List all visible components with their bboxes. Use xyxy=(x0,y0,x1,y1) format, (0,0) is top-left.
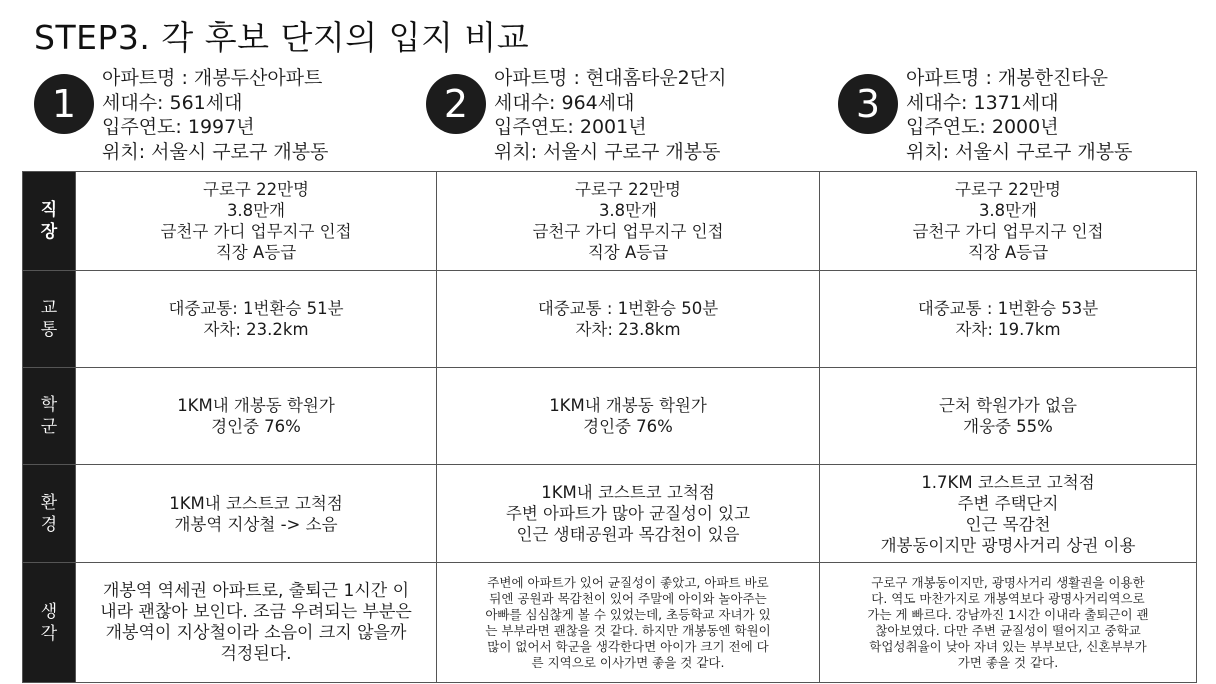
cell-line: 주변 아파트가 많아 균질성이 있고 xyxy=(505,504,751,523)
row-header-char: 장 xyxy=(40,222,58,242)
cell-line: 개봉역 지상철 -> 소음 xyxy=(174,514,338,534)
row-header-char: 교 xyxy=(40,298,58,318)
row-header-transport xyxy=(23,271,76,368)
row-header-thoughts xyxy=(23,563,76,683)
cell-line: 직장 A등급 xyxy=(967,243,1049,262)
cell-line: 1KM내 코스트코 고척점 xyxy=(169,493,343,513)
table-cell xyxy=(76,271,437,368)
cell-line: 금천구 가디 업무지구 인접 xyxy=(160,222,352,241)
row-header-char: 생 xyxy=(40,601,58,622)
household-count: 세대수: 1371세대 xyxy=(906,91,1059,114)
table-cell xyxy=(76,172,437,271)
cell-line: 가는 게 빠르다. 강남까진 1시간 이내라 출퇴근이 괜 xyxy=(867,606,1149,622)
move-in-year: 입주연도: 2001년 xyxy=(494,116,647,138)
cell-line: 직장 A등급 xyxy=(587,243,669,262)
cell-line: 자차: 23.8km xyxy=(575,320,681,339)
cell-line: 다. 역도 마찬가지로 개봉역보다 광명사거리역으로 xyxy=(871,590,1145,606)
number-badge-2: 2 xyxy=(426,74,486,134)
row-header-char: 직 xyxy=(40,200,58,220)
cell-line: 1.7KM 코스트코 고척점 xyxy=(921,472,1095,492)
table-row-school xyxy=(23,368,1197,465)
cell-line: 경인중 76% xyxy=(583,417,673,436)
cell-line: 직장 A등급 xyxy=(215,243,297,262)
cell-line: 3.8만개 xyxy=(978,201,1038,220)
cell-line: 개웅중 55% xyxy=(963,417,1053,436)
cell-line: 대중교통 : 1번환승 53분 xyxy=(917,299,1099,318)
comparison-table xyxy=(22,171,1197,683)
cell-line: 3.8만개 xyxy=(598,201,658,220)
cell-line: 른 지역으로 이사가면 좋을 것 같다. xyxy=(531,654,725,670)
household-count: 세대수: 561세대 xyxy=(102,91,243,114)
location: 위치: 서울시 구로구 개봉동 xyxy=(102,140,329,163)
number-badge-3: 3 xyxy=(838,74,898,134)
cell-line: 주변에 아파트가 있어 균질성이 좋았고, 아파트 바로 xyxy=(487,574,769,590)
cell-line: 인근 생태공원과 목감천이 있음 xyxy=(516,525,740,544)
cell-line: 자차: 19.7km xyxy=(955,320,1061,339)
household-count: 세대수: 964세대 xyxy=(494,91,635,114)
table-cell xyxy=(76,465,437,563)
table-cell xyxy=(437,465,820,563)
table-row-environment xyxy=(23,465,1197,563)
cell-line: 구로구 22만명 xyxy=(575,180,681,199)
cell-line: 개봉역이 지상철이라 소음이 크지 않을까 xyxy=(105,622,407,643)
cell-line: 개봉역 역세권 아파트로, 출퇴근 1시간 이 xyxy=(103,580,409,601)
table-cell xyxy=(76,563,437,683)
number-badge-1: 1 xyxy=(34,74,94,134)
table-cell xyxy=(820,172,1197,271)
table-cell xyxy=(437,172,820,271)
cell-line: 구로구 22만명 xyxy=(203,180,309,199)
cell-line: 대중교통 : 1번환승 50분 xyxy=(537,299,719,318)
row-header-char: 군 xyxy=(40,417,58,437)
cell-line: 경인중 76% xyxy=(211,417,301,436)
row-header-char: 환 xyxy=(40,492,58,513)
row-header-char: 각 xyxy=(40,623,58,644)
cell-line: 아빠를 심심찮게 볼 수 있었는데, 초등학교 자녀가 있 xyxy=(485,606,771,622)
cell-line: 3.8만개 xyxy=(226,201,286,220)
move-in-year: 입주연도: 2000년 xyxy=(906,116,1059,138)
cell-line: 구로구 개봉동이지만, 광명사거리 생활권을 이용한 xyxy=(871,574,1145,590)
row-header-char: 학 xyxy=(40,395,58,415)
row-header-environment xyxy=(23,465,76,563)
cell-line: 1KM내 개봉동 학원가 xyxy=(549,396,707,415)
location: 위치: 서울시 구로구 개봉동 xyxy=(494,140,721,163)
table-cell xyxy=(76,368,437,465)
cell-line: 많이 없어서 학군을 생각한다면 아이가 크기 전에 다 xyxy=(487,638,769,654)
cell-line: 구로구 22만명 xyxy=(955,180,1061,199)
row-header-char: 경 xyxy=(40,514,58,535)
cell-line: 찮아보였다. 다만 주변 균질성이 떨어지고 중학교 xyxy=(875,622,1141,638)
cell-line: 내라 괜찮아 보인다. 조금 우려되는 부분은 xyxy=(100,601,412,622)
table-cell xyxy=(820,271,1197,368)
table-cell xyxy=(820,465,1197,563)
table-cell xyxy=(820,563,1197,683)
cell-line: 걱정된다. xyxy=(220,643,292,664)
cell-line: 1KM내 개봉동 학원가 xyxy=(177,396,335,415)
apartment-name: 아파트명 : 현대홈타운2단지 xyxy=(494,67,727,89)
cell-line: 대중교통: 1번환승 51분 xyxy=(168,299,344,318)
table-cell xyxy=(820,368,1197,465)
cell-line: 개봉동이지만 광명사거리 상권 이용 xyxy=(880,535,1136,555)
apartment-name: 아파트명 : 개봉두산아파트 xyxy=(102,67,323,89)
cell-line: 인근 목감천 xyxy=(965,514,1051,534)
cell-line: 자차: 23.2km xyxy=(203,320,309,339)
cell-line: 금천구 가디 업무지구 인접 xyxy=(532,222,724,241)
cell-line: 근처 학원가가 없음 xyxy=(938,396,1077,415)
cell-line: 뒤엔 공원과 목감천이 있어 주말에 아이와 놀아주는 xyxy=(489,590,767,606)
table-cell xyxy=(437,271,820,368)
table-row-thoughts xyxy=(23,563,1197,683)
move-in-year: 입주연도: 1997년 xyxy=(102,116,255,138)
row-header-char: 통 xyxy=(40,320,58,340)
row-header-school xyxy=(23,368,76,465)
row-header-work xyxy=(23,172,76,271)
table-cell xyxy=(437,368,820,465)
table-row-work xyxy=(23,172,1197,271)
cell-line: 학업성취율이 낮아 자녀 있는 부부보단, 신혼부부가 xyxy=(869,638,1147,654)
apartment-name: 아파트명 : 개봉한진타운 xyxy=(906,67,1109,89)
cell-line: 1KM내 코스트코 고척점 xyxy=(541,483,715,502)
cell-line: 가면 좋을 것 같다. xyxy=(957,654,1059,670)
location: 위치: 서울시 구로구 개봉동 xyxy=(906,140,1133,163)
cell-line: 는 부부라면 괜찮을 것 같다. 하지만 개봉동엔 학원이 xyxy=(485,622,771,638)
table-row-transport xyxy=(23,271,1197,368)
page-title: STEP3. 각 후보 단지의 입지 비교 xyxy=(34,18,530,57)
cell-line: 주변 주택단지 xyxy=(957,493,1059,513)
cell-line: 금천구 가디 업무지구 인접 xyxy=(912,222,1104,241)
table-cell xyxy=(437,563,820,683)
